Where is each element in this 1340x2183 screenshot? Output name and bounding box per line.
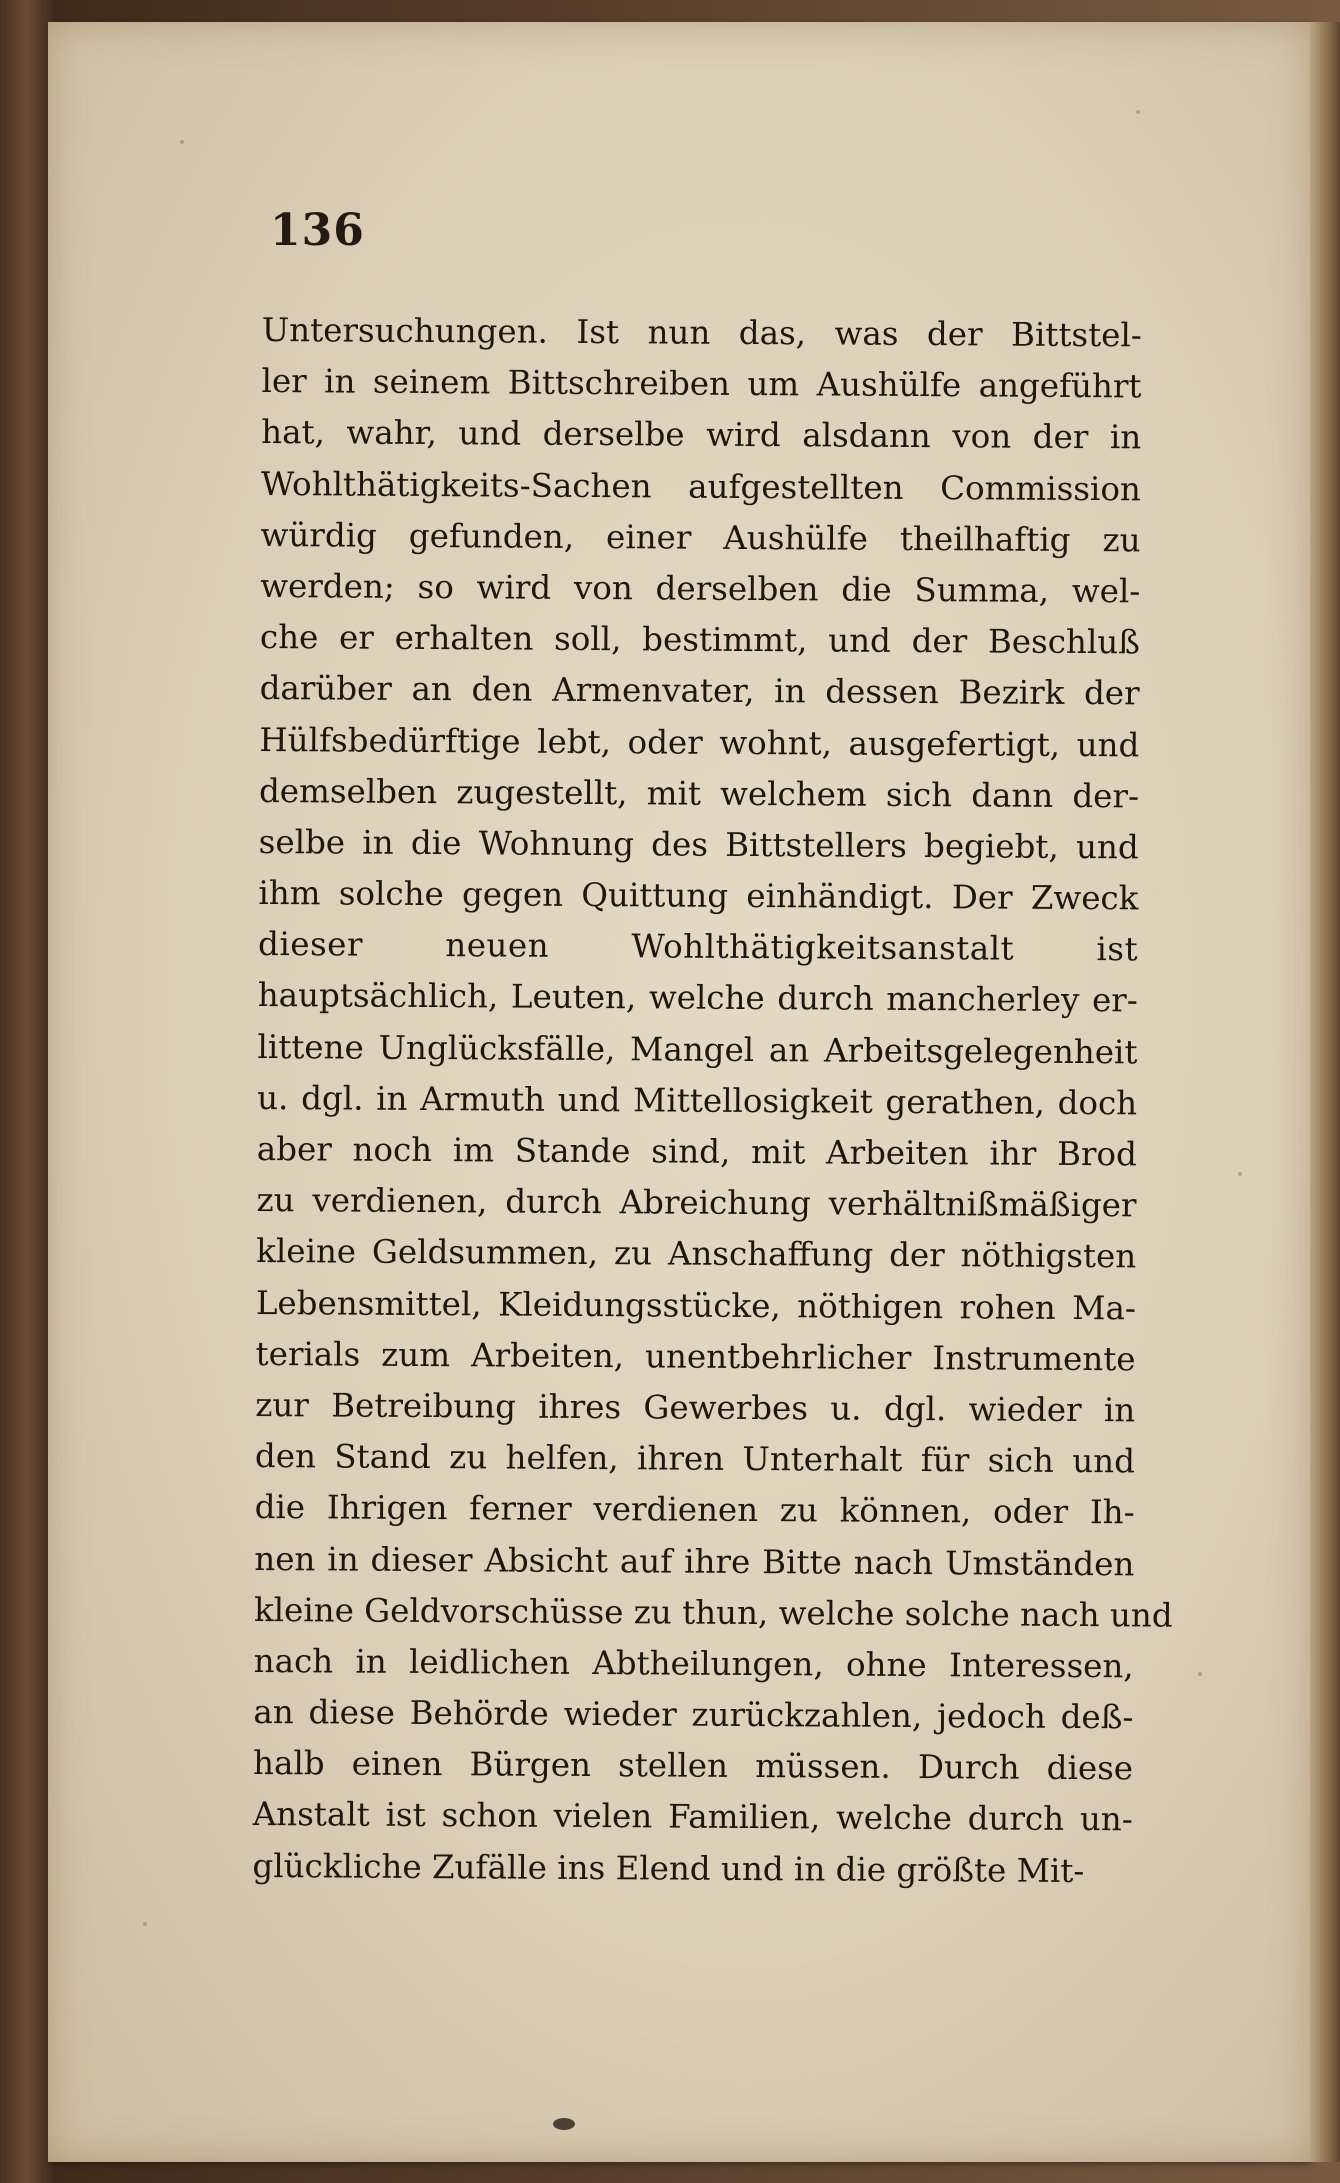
text-line: dieser neuen Wohlthätigkeitsanstalt ist: [257, 925, 1139, 969]
text-line: Anstalt ist schon vielen Familien, welche durch un-: [252, 1795, 1133, 1839]
text-line: Wohlthätigkeits-Sachen aufgestellten Commission: [260, 464, 1142, 508]
text-line: terials zum Arbeiten, unentbehrlicher Instrumente: [255, 1334, 1136, 1379]
body-text: [252, 305, 1173, 1897]
page-edge: [1310, 22, 1340, 2162]
text-line: demselben zugestellt, mit welchem sich dann der-: [258, 771, 1140, 816]
text-line: an diese Behörde wieder zurückzahlen, jedoch deß-: [253, 1693, 1134, 1737]
text-line: Lebensmittel, Kleidungsstücke, nöthigen rohen Ma-: [255, 1283, 1137, 1327]
page-number: 136: [270, 205, 365, 256]
text-line: nach in leidlichen Abtheilungen, ohne Interessen,: [253, 1641, 1134, 1686]
text-line: würdig gefunden, einer Aushülfe theilhaftig zu: [260, 515, 1141, 560]
text-line: die Ihrigen ferner verdienen zu können, oder Ih-: [254, 1488, 1135, 1532]
text-line: Untersuchungen. Ist nun das, was der Bittstel-: [261, 310, 1142, 355]
text-line: Hülfsbedürftige lebt, oder wohnt, ausgefertigt, und: [259, 720, 1140, 764]
text-line: zu verdienen, durch Abreichung verhältnißmäßiger: [256, 1181, 1137, 1225]
text-line: glückliche Zufälle ins Elend und in die größte Mit-: [252, 1846, 1085, 1890]
text-line: kleine Geldsummen, zu Anschaffung der nöthigsten: [256, 1232, 1137, 1276]
text-line: che er erhalten soll, bestimmt, und der Beschluß: [259, 618, 1141, 662]
text-line: zur Betreibung ihres Gewerbes u. dgl. wieder in: [255, 1385, 1136, 1430]
text-line: ler in seinem Bittschreiben um Aushülfe angeführt: [261, 362, 1142, 406]
text-line: hauptsächlich, Leuten, welche durch mancherley er-: [257, 976, 1138, 1020]
text-line: aber noch im Stande sind, mit Arbeiten ihr Brod: [256, 1129, 1137, 1174]
text-line: u. dgl. in Armuth und Mittellosigkeit gerathen, doch: [257, 1078, 1138, 1123]
text-line: ihm solche gegen Quittung einhändigt. Der Zweck: [258, 874, 1139, 918]
text-line: nen in dieser Absicht auf ihre Bitte nach Umständen: [254, 1539, 1135, 1583]
text-line: werden; so wird von derselben die Summa, wel-: [260, 566, 1141, 611]
text-line: kleine Geldvorschüsse zu thun, welche solche nach und: [253, 1590, 1173, 1635]
ink-blot: [553, 2118, 575, 2130]
text-line: darüber an den Armenvater, in dessen Bezirk der: [259, 669, 1140, 713]
text-line: den Stand zu helfen, ihren Unterhalt für sich und: [254, 1437, 1136, 1481]
text-line: halb einen Bürgen stellen müssen. Durch diese: [252, 1744, 1134, 1788]
text-line: selbe in die Wohnung des Bittstellers begiebt, und: [258, 822, 1139, 867]
text-line: littene Unglücksfälle, Mangel an Arbeitsgelegenheit: [257, 1027, 1138, 1071]
text-line: hat, wahr, und derselbe wird alsdann von der in: [261, 413, 1142, 457]
